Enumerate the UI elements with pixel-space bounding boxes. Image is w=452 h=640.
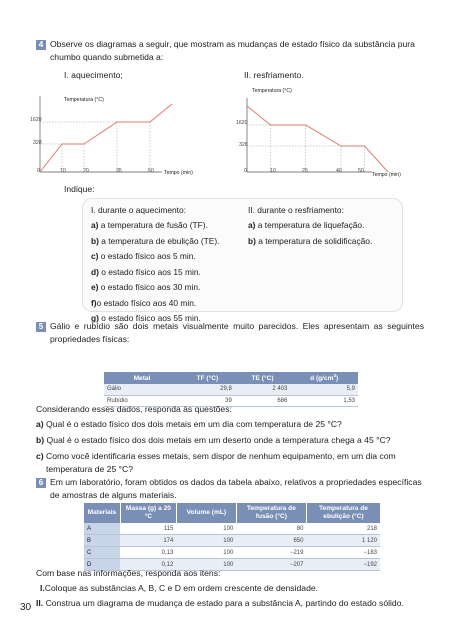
q6-item-i: I.Coloque as substâncias A, B, C e D em ordem crescente de densidade. — [40, 583, 319, 593]
graph1-xtick: 35 — [116, 168, 122, 174]
list-item: c) o estado físico aos 5 min. — [91, 251, 196, 261]
table-row — [84, 547, 380, 559]
list-item: f)o estado físico aos 40 min. — [91, 297, 197, 308]
graph1-xtick: 20 — [83, 168, 89, 174]
table-cell: 100 — [176, 547, 236, 559]
graph1-xtick: 10 — [60, 168, 66, 174]
q5-item-a: a) Qual é o estado físico dos dois metais em um dia com temperatura de 25 °C? — [36, 419, 342, 429]
table-header: d $(g/cm^3)$ — [290, 372, 358, 384]
q4-right-title-text: II. durante o resfriamento: — [248, 205, 344, 215]
table-cell: 1,53 — [290, 395, 358, 407]
table-cell: B — [84, 535, 120, 547]
graph2-xtick: 40 — [336, 168, 342, 174]
graph2-ytick: 328 — [239, 142, 248, 148]
list-item: b) a temperatura de ebulição (TE). — [91, 235, 220, 246]
table-cell: A — [84, 523, 120, 535]
table-header: Metal — [104, 372, 180, 384]
q6-item-ii: II. Construa um diagrama de mudança de estado para a substância A, partindo do estado sólido. — [36, 598, 404, 608]
table-cell: C — [84, 547, 120, 559]
q5-after: Considerando esses dados, responda às questões: — [36, 404, 232, 414]
q5-text: Gálio e rubídio são dois metais visualmente muito parecidos. Eles apresentam as seguintes propriedades físicas: — [50, 321, 424, 344]
list-item: b) a temperatura de solidificação. — [248, 235, 373, 246]
table-cell: 100 — [176, 523, 236, 535]
graph2-xtick: 0 — [244, 168, 247, 174]
page-number: 30 — [20, 602, 32, 613]
table-cell: D — [84, 559, 120, 571]
table-cell: 5,9 — [290, 384, 358, 395]
graph1-xtick: 50 — [148, 168, 154, 174]
table-cell: 650 — [236, 535, 306, 547]
q6-text: Em um laboratório, foram obtidos os dados da tabela abaixo, relativos a propriedades específicas de amostras de alguns materiais. — [50, 477, 422, 500]
table-cell: 686 — [235, 395, 291, 407]
series-line — [40, 104, 172, 172]
table-cell: 218 — [306, 523, 380, 535]
graph2-xtick: 10 — [270, 168, 276, 174]
table-header: Materiais — [84, 503, 120, 523]
table-header: Massa (g) a 20 °C — [120, 503, 176, 523]
q4-right-title — [248, 203, 344, 219]
table-cell: Gálio — [104, 384, 180, 395]
list-item: g) o estado físico aos 55 min. — [91, 313, 201, 323]
q5-item-c: c) Como você identificaria esses metais, sem dispor de nenhum equipamento, em um dia com temperatura de 25 °C? — [36, 451, 396, 474]
graph2-ytick: 1620 — [236, 120, 248, 126]
q4-left-list — [91, 218, 241, 327]
table-header: Temperatura de fusão (°C) — [236, 503, 306, 523]
q4-label-cooling: II. resfriamento. — [244, 70, 304, 80]
table-cell: −207 — [236, 559, 306, 571]
list-item: a) a temperatura de liquefação. — [248, 220, 365, 230]
q4-left-title — [91, 203, 186, 219]
table-cell: 100 — [176, 535, 236, 547]
table-cell: 39 — [180, 395, 235, 407]
table-header: Temperatura de ebulição (°C) — [306, 503, 380, 523]
table-header: Volume (mL) — [176, 503, 236, 523]
list-item: d) o estado físico aos 15 min. — [91, 266, 201, 277]
table-cell: 174 — [120, 535, 176, 547]
question-number-4: 4 — [36, 40, 46, 50]
q4-label-heating: I. aquecimento; — [64, 70, 123, 80]
table-cell: 0,12 — [120, 559, 176, 571]
q5-item-b: b) Qual é o estado físico dos dois metais em um deserto onde a temperatura chega a 45 °C? — [36, 435, 391, 445]
table-cell: 0,13 — [120, 547, 176, 559]
table-cell: 100 — [176, 559, 236, 571]
table-cell: 80 — [236, 523, 306, 535]
table-cell: Rubídio — [104, 395, 180, 407]
table-cell: −219 — [236, 547, 306, 559]
table-row — [104, 384, 358, 395]
q4-indique: Indique: — [64, 184, 95, 194]
graph1-ytick: 328 — [33, 140, 42, 146]
table-cell: 115 — [120, 523, 176, 535]
list-item: e) o estado físico aos 30 min. — [91, 282, 201, 292]
materials-table — [84, 503, 380, 571]
table-cell: 2 403 — [235, 384, 291, 395]
list-item: a) a temperatura de fusão (TF). — [91, 220, 208, 230]
q6-after: Com base nas informações, responda aos itens: — [36, 568, 221, 578]
series-line — [247, 106, 388, 172]
graph2-xtick: 50 — [358, 168, 364, 174]
q4-left-title-text: I. durante o aquecimento: — [91, 205, 186, 215]
table-header: TF (°C) — [180, 372, 235, 384]
table-header: TE (°C) — [235, 372, 291, 384]
question-number-5: 5 — [36, 322, 46, 332]
q4-right-list — [248, 218, 398, 249]
table-cell: −183 — [306, 547, 380, 559]
metals-table — [104, 372, 358, 407]
question-number-6: 6 — [36, 478, 46, 488]
table-row — [84, 535, 380, 547]
table-cell: 1 120 — [306, 535, 380, 547]
graph1-ytick: 1620 — [30, 117, 42, 123]
graph2-ylabel: Temperatura (°C) — [252, 88, 292, 94]
table-cell: −192 — [306, 559, 380, 571]
graph1-ylabel: Temperatura (°C) — [64, 97, 104, 103]
graph2-xlabel: Tempo (min) — [372, 172, 401, 178]
table-cell: 29,8 — [180, 384, 235, 395]
graph2-xtick: 25 — [302, 168, 308, 174]
graph1-xtick: 0 — [37, 168, 40, 174]
graph1-xlabel: Tempo (min) — [164, 170, 193, 176]
q4-text: Observe os diagramas a seguir, que mostram as mudanças de estado físico da substância pura chumbo quando submetida a: — [50, 39, 415, 62]
table-row — [84, 523, 380, 535]
